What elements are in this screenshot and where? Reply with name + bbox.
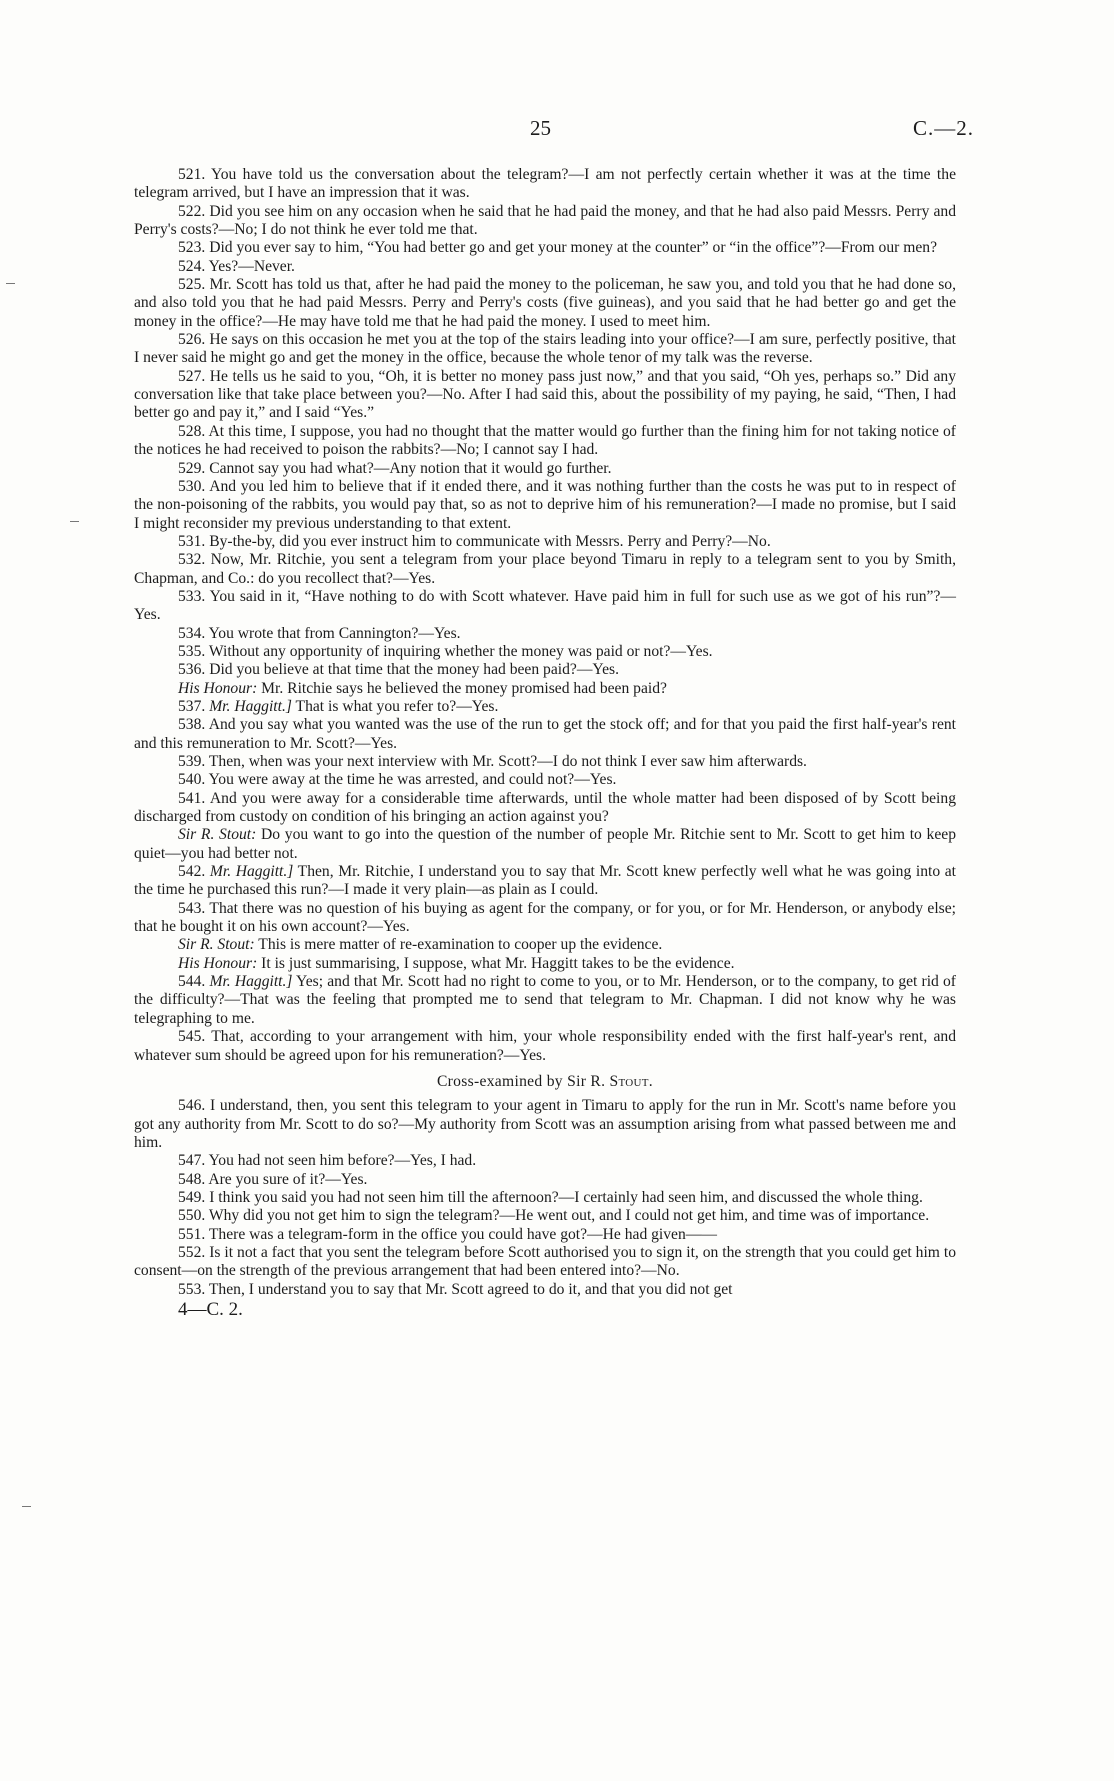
examination-section	[134, 166, 956, 1065]
testimony-paragraph	[134, 936, 956, 954]
paragraph-text: Yes; and that Mr. Scott had no right to come to you, or to Mr. Henderson, or to the company, to get rid of the difficulty?—That was the feeling that prompted me to send that telegram to Mr. Chapman. I did not know why he was telegraphing to me.	[134, 973, 957, 1027]
paragraph-text: 532. Now, Mr. Ritchie, you sent a telegram from your place beyond Timaru in reply to a telegram sent to you by Smith, Chapman, and Co.: do you recollect that?—Yes.	[134, 551, 956, 587]
signature-mark: 4—C. 2.	[178, 1298, 243, 1320]
paragraph-text: This is mere matter of re-examination to cooper up the evidence.	[254, 936, 663, 954]
page-number: 25	[530, 116, 551, 140]
speaker-name: Mr. Haggitt.]	[209, 973, 293, 991]
paragraph-text: 551. There was a telegram-form in the office you could have got?—He had given——	[178, 1225, 717, 1243]
question-number: 542.	[178, 863, 210, 881]
testimony-body	[134, 166, 956, 1321]
testimony-paragraph	[134, 1189, 956, 1207]
testimony-paragraph	[134, 239, 956, 257]
paragraph-text: 530. And you led him to believe that if it ended there, and it was nothing further than the costs he was put to in respect of the non-poisoning of the rabbits, you would pay that, so as not to deprive him of his remuneration?—I made no promise, but I said I might reconsider my previous understanding to that extent.	[134, 477, 956, 532]
testimony-paragraph	[134, 368, 956, 423]
margin-mark	[70, 521, 79, 522]
testimony-paragraph	[134, 423, 956, 460]
question-number: 544.	[178, 973, 210, 991]
testimony-paragraph	[134, 973, 956, 1028]
testimony-paragraph	[134, 1171, 956, 1189]
testimony-paragraph	[134, 863, 956, 900]
paragraph-text: 527. He tells us he said to you, “Oh, it is better no money pass just now,” and that you said, “Oh yes, perhaps so.” Did any conversation like that take place between you?—No. After I had said this, about the possibility of my paying, he said, “Then, I had better go and pay it,” and I said “Yes.”	[134, 367, 956, 422]
paragraph-text: 531. By-the-by, did you ever instruct him to communicate with Messrs. Perry and Perry?—No.	[178, 532, 771, 550]
section-heading-name: R. Stout.	[590, 1072, 654, 1090]
testimony-paragraph	[134, 460, 956, 478]
testimony-paragraph	[134, 661, 956, 679]
testimony-paragraph	[134, 1226, 956, 1244]
paragraph-text: 526. He says on this occasion he met you at the top of the stairs leading into your office?—I am sure, perfectly positive, that I never said he might go and get the money in the office, because the whole tenor of my talk was the reverse.	[134, 331, 956, 367]
margin-mark	[22, 1506, 31, 1507]
section-heading-prefix: Cross-examined by Sir	[436, 1072, 591, 1090]
paragraph-text: 533. You said in it, “Have nothing to do with Scott whatever. Have paid him in full for such use as we got of his run”?—Yes.	[134, 587, 956, 624]
testimony-paragraph	[134, 551, 956, 588]
paragraph-text: 548. Are you sure of it?—Yes.	[178, 1170, 368, 1188]
speaker-name: Sir R. Stout:	[178, 936, 255, 954]
testimony-paragraph	[134, 698, 956, 716]
paragraph-text: 545. That, according to your arrangement with him, your whole responsibility ended with the first half-year's rent, and whatever sum should be agreed upon for his remuneration?—Yes.	[134, 1028, 956, 1064]
testimony-paragraph	[134, 790, 956, 827]
testimony-paragraph	[134, 1028, 956, 1065]
testimony-paragraph	[134, 1281, 956, 1299]
speaker-name: Mr. Haggitt.]	[209, 863, 294, 881]
testimony-paragraph	[134, 533, 956, 551]
paragraph-text: 547. You had not seen him before?—Yes, I had.	[178, 1152, 477, 1170]
speaker-name: His Honour:	[178, 679, 258, 697]
paragraph-text: 528. At this time, I suppose, you had no thought that the matter would go further than the fining him for not taking notice of the notices he had received to poison the rabbits?—No; I cannot say I had.	[134, 422, 956, 459]
speaker-name: His Honour:	[178, 954, 258, 972]
testimony-paragraph	[134, 1244, 956, 1281]
paragraph-text: That is what you refer to?—Yes.	[291, 697, 499, 715]
paragraph-text: 523. Did you ever say to him, “You had better go and get your money at the counter” or “in the office”?—From our men?	[178, 239, 937, 257]
paragraph-text: 553. Then, I understand you to say that Mr. Scott agreed to do it, and that you did not get	[178, 1280, 733, 1298]
paragraph-text: It is just summarising, I suppose, what Mr. Haggitt takes to be the evidence.	[257, 954, 735, 972]
testimony-paragraph	[134, 753, 956, 771]
paragraph-text: 550. Why did you not get him to sign the telegram?—He went out, and I could not get him, and time was of importance.	[178, 1207, 930, 1225]
paragraph-text: 541. And you were away for a considerable time afterwards, until the whole matter had been disposed of by Scott being discharged from custody on condition of his bringing an action against you?	[134, 789, 956, 826]
paragraph-text: 529. Cannot say you had what?—Any notion that it would go further.	[178, 459, 612, 477]
paragraph-text: 538. And you say what you wanted was the use of the run to get the stock off; and for that you paid the first half-year's rent and this remuneration to Mr. Scott?—Yes.	[134, 716, 956, 752]
document-reference: C.—2.	[912, 116, 974, 140]
testimony-paragraph	[134, 588, 956, 625]
paragraph-text: 546. I understand, then, you sent this telegram to your agent in Timaru to apply for the run in Mr. Scott's name before you got any authority from Mr. Scott to do so?—My authority from Scott was an assumption arising from what passed between me and him.	[134, 1097, 956, 1151]
paragraph-text: 543. That there was no question of his buying as agent for the company, or for you, or for Mr. Henderson, or anybody else; that he bought it on his own account?—Yes.	[134, 899, 956, 936]
testimony-paragraph	[134, 716, 956, 753]
testimony-paragraph	[134, 826, 956, 863]
testimony-paragraph	[134, 643, 956, 661]
testimony-paragraph	[134, 1152, 956, 1170]
testimony-paragraph	[134, 478, 956, 533]
speaker-name: Sir R. Stout:	[178, 826, 257, 844]
testimony-paragraph	[134, 680, 956, 698]
paragraph-text: 521. You have told us the conversation about the telegram?—I am not perfectly certain whether it was at the time the telegram arrived, but I have an impression that it was.	[134, 166, 956, 202]
page-header	[0, 116, 1114, 146]
speaker-name: Mr. Haggitt.]	[209, 697, 292, 715]
cross-examination-section	[134, 1097, 956, 1299]
section-heading	[134, 1073, 956, 1091]
testimony-paragraph	[134, 771, 956, 789]
testimony-paragraph	[134, 625, 956, 643]
paragraph-text: 539. Then, when was your next interview with Mr. Scott?—I do not think I ever saw him afterwards.	[178, 753, 807, 770]
paragraph-text: Do you want to go into the question of the number of people Mr. Ritchie sent to Mr. Scott to get him to keep quiet—you had better not.	[134, 826, 956, 862]
paragraph-text: 524. Yes?—Never.	[178, 257, 295, 275]
testimony-paragraph	[134, 331, 956, 368]
paragraph-text: 549. I think you said you had not seen him till the afternoon?—I certainly had seen him, and discussed the whole thing.	[178, 1188, 923, 1206]
testimony-paragraph	[134, 258, 956, 276]
paragraph-text: 525. Mr. Scott has told us that, after he had paid the money to the policeman, he saw you, and told you that he had done so, and also told you that he had paid Messrs. Perry and Perry's costs (five guineas), and you said that he had better go and get the money in the office?—He may have told me that he had paid the money. I used to meet him.	[134, 276, 956, 330]
margin-mark	[6, 283, 15, 284]
paragraph-text: 535. Without any opportunity of inquiring whether the money was paid or not?—Yes.	[178, 642, 713, 660]
paragraph-text: 534. You wrote that from Cannington?—Yes.	[178, 624, 461, 642]
testimony-paragraph	[134, 276, 956, 331]
paragraph-text: 522. Did you see him on any occasion when he said that he had paid the money, and that he had also paid Messrs. Perry and Perry's costs?—No; I do not think he ever told me that.	[134, 202, 956, 239]
testimony-paragraph	[134, 1207, 956, 1225]
paragraph-text: 552. Is it not a fact that you sent the telegram before Scott authorised you to sign it, on the strength that you could get him to consent—on the strength of the previous arrangement that had been entered into?—No.	[134, 1243, 956, 1280]
paragraph-text: Then, Mr. Ritchie, I understand you to say that Mr. Scott knew perfectly well what he was going into at the time he purchased this run?—I made it very plain—as plain as I could.	[134, 863, 956, 899]
paragraph-text: 536. Did you believe at that time that the money had been paid?—Yes.	[178, 661, 620, 679]
paragraph-text: Mr. Ritchie says he believed the money promised had been paid?	[257, 679, 667, 697]
testimony-paragraph	[134, 203, 956, 240]
testimony-paragraph	[134, 1097, 956, 1152]
paragraph-text: 540. You were away at the time he was arrested, and could not?—Yes.	[178, 771, 617, 789]
question-number: 537.	[178, 697, 210, 715]
testimony-paragraph	[134, 900, 956, 937]
testimony-paragraph	[134, 166, 956, 203]
testimony-paragraph	[134, 955, 956, 973]
